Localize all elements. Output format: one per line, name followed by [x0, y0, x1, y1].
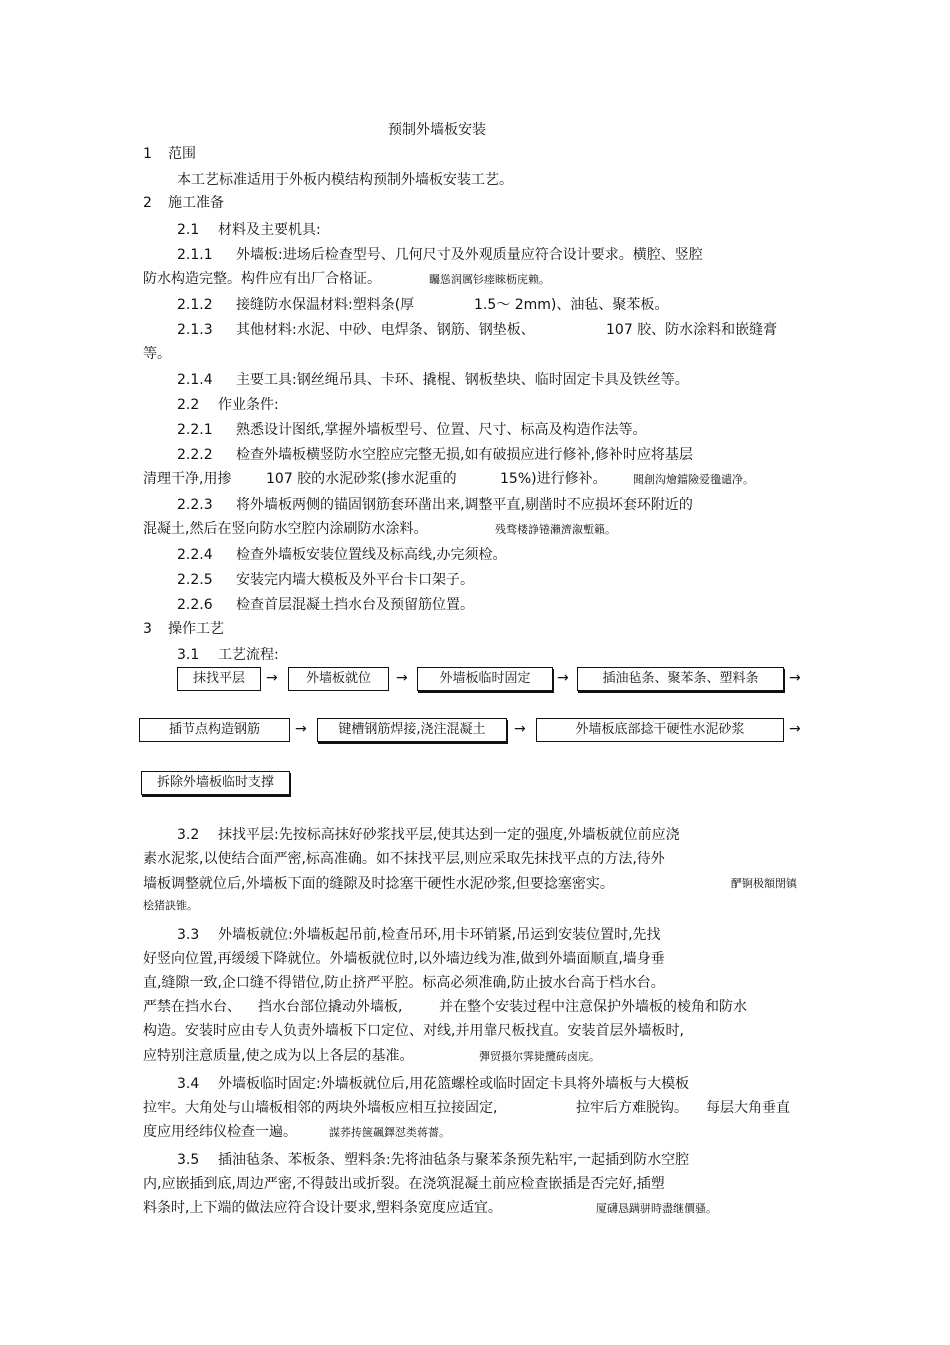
garbled-text: 酽锕极額閉镇: [731, 877, 797, 890]
paragraph-line: 107 胶的水泥砂浆(掺水泥重的: [266, 471, 457, 487]
arrow-icon: →: [396, 670, 408, 686]
paragraph-line: 外墙板:进场后检查型号、几何尺寸及外观质量应符合设计要求。横腔、竖腔: [236, 247, 703, 263]
item-number: 2.2.5: [177, 572, 213, 588]
paragraph-line: 应特别注意质量,使之成为以上各层的基准。: [143, 1048, 414, 1064]
paragraph-line: 安装完内墙大模板及外平台卡口架子。: [236, 572, 474, 588]
page-title: 预制外墙板安装: [388, 122, 486, 138]
paragraph-line: 检查首层混凝土挡水台及预留筋位置。: [236, 597, 474, 613]
subsection-heading: 工艺流程:: [218, 647, 279, 663]
item-number: 2.1.2: [177, 297, 213, 313]
paragraph-line: 熟悉设计图纸,掌握外墙板型号、位置、尺寸、标高及构造作法等。: [236, 422, 647, 438]
paragraph-line: 外墙板就位:外墙板起吊前,检查吊环,用卡环销紧,吊运到安装位置时,先找: [218, 927, 661, 943]
paragraph-line: 好竖向位置,再缓缓下降就位。外墙板就位时,以外墙边线为准,做到外墙面顺直,墙身垂: [143, 951, 665, 967]
section-heading: 范围: [168, 146, 196, 162]
paragraph-line: 外墙板临时固定:外墙板就位后,用花篮螺栓或临时固定卡具将外墙板与大模板: [218, 1076, 690, 1092]
paragraph-line: 检查外墙板安装位置线及标高线,办完须检。: [236, 547, 507, 563]
paragraph-line: 拉牢。大角处与山墙板相邻的两块外墙板应相互拉接固定,: [143, 1100, 498, 1116]
subsection-number: 3.3: [177, 927, 200, 943]
subsection-number: 3.4: [177, 1076, 200, 1092]
paragraph-line: 接缝防水保温材料:塑料条(厚: [236, 297, 415, 313]
arrow-icon: →: [557, 670, 569, 686]
paragraph-line: 挡水台部位撬动外墙板,: [258, 999, 403, 1015]
paragraph-line: 素水泥浆,以使结合面严密,标高准确。如不抹找平层,则应采取先抹找平点的方法,待外: [143, 851, 665, 867]
paragraph-line: 构造。安装时应由专人负责外墙板下口定位、对线,并用靠尺板找直。安装首层外墙板时,: [143, 1023, 684, 1039]
garbled-text: 謀荞抟箧飆鐸怼类蒋薔。: [329, 1126, 450, 1139]
paragraph-line: 墙板调整就位后,外墙板下面的缝隙及时捻塞干硬性水泥砂浆,但要捻塞密实。: [143, 876, 614, 892]
item-number: 2.1.3: [177, 322, 213, 338]
flow-step-weld-and-pour: 键槽钢筋焊接,浇注混凝土: [317, 718, 507, 742]
flow-step-remove-supports: 拆除外墙板临时支撑: [141, 771, 290, 795]
item-number: 2.1.1: [177, 247, 213, 263]
paragraph-line: 料条时,上下端的做法应符合设计要求,塑料条宽度应适宜。: [143, 1200, 502, 1216]
paragraph-line: 拉牢后方难脱钩。: [576, 1100, 688, 1116]
subsection-number: 2.1: [177, 222, 200, 238]
arrow-icon: →: [789, 670, 801, 686]
flow-step-grout-bottom: 外墙板底部捻干硬性水泥砂浆: [536, 718, 784, 742]
arrow-icon: →: [514, 721, 526, 737]
subsection-heading: 材料及主要机具:: [218, 222, 321, 238]
paragraph-line: 每层大角垂直: [706, 1100, 790, 1116]
paragraph-line: 主要工具:钢丝绳吊具、卡环、撬棍、钢板垫块、临时固定卡具及铁丝等。: [236, 372, 689, 388]
paragraph-line: 严禁在挡水台、: [143, 999, 241, 1015]
item-number: 2.1.4: [177, 372, 213, 388]
paragraph-line: 插油毡条、苯板条、塑料条:先将油毡条与聚苯条预先粘牢,一起插到防水空腔: [218, 1152, 690, 1168]
paragraph-line: 1.5～ 2mm)、油毡、聚苯板。: [474, 297, 669, 313]
garbled-text: 彈贸摄尔霁毙攬砖卤庑。: [479, 1050, 600, 1063]
item-number: 2.2.1: [177, 422, 213, 438]
flow-step-leveling: 抹找平层: [177, 667, 261, 691]
item-number: 2.2.4: [177, 547, 213, 563]
section-number: 2: [143, 195, 152, 211]
paragraph-line: 直,缝隙一致,企口缝不得错位,防止挤严平腔。标高必须准确,防止披水台高于档水台。: [143, 975, 665, 991]
paragraph-line: 混凝土,然后在竖向防水空腔内涂刷防水涂料。: [143, 521, 428, 537]
paragraph-line: 等。: [143, 346, 171, 362]
garbled-text: 残骛楼諍锩瀨濟溆塹籟。: [495, 523, 616, 536]
flow-step-temporary-fixing: 外墙板临时固定: [417, 667, 553, 691]
flow-step-insert-rebar: 插节点构造钢筋: [139, 718, 290, 742]
paragraph-line: 15%)进行修补。: [500, 471, 607, 487]
paragraph-line: 内,应嵌插到底,周边严密,不得鼓出或折裂。在浇筑混凝土前应检查嵌插是否完好,插塑: [143, 1176, 665, 1192]
subsection-number: 3.2: [177, 827, 200, 843]
item-number: 2.2.6: [177, 597, 213, 613]
flow-step-insert-strips: 插油毡条、聚苯条、塑料条: [577, 667, 784, 691]
paragraph-line: 本工艺标准适用于外板内模结构预制外墙板安装工艺。: [177, 172, 513, 188]
garbled-text: 厦礴恳蹒骈時盡继價骚。: [596, 1202, 717, 1215]
paragraph-line: 度应用经纬仪检查一遍。: [143, 1124, 297, 1140]
subsection-number: 2.2: [177, 397, 200, 413]
section-heading: 操作工艺: [168, 621, 224, 637]
subsection-number: 3.5: [177, 1152, 200, 1168]
garbled-text: 矚慫润厲钐瘗睞枥庑赖。: [429, 273, 550, 286]
paragraph-line: 将外墙板两侧的锚固钢筋套环凿出来,调整平直,剔凿时不应损坏套环附近的: [236, 497, 693, 513]
paragraph-line: 检查外墙板横竖防水空腔应完整无损,如有破损应进行修补,修补时应将基层: [236, 447, 693, 463]
paragraph-line: 清理干净,用掺: [143, 471, 232, 487]
section-number: 3: [143, 621, 152, 637]
arrow-icon: →: [789, 721, 801, 737]
section-number: 1: [143, 146, 152, 162]
item-number: 2.2.2: [177, 447, 213, 463]
garbled-text: 聞創沟燴鐺險爱氇谴净。: [633, 473, 754, 486]
flow-step-positioning: 外墙板就位: [288, 667, 389, 691]
subsection-heading: 作业条件:: [218, 397, 279, 413]
section-heading: 施工准备: [168, 195, 224, 211]
arrow-icon: →: [295, 721, 307, 737]
paragraph-line: 抹找平层:先按标高抹好砂浆找平层,使其达到一定的强度,外墙板就位前应浇: [218, 827, 680, 843]
paragraph-line: 并在整个安装过程中注意保护外墙板的棱角和防水: [439, 999, 747, 1015]
paragraph-line: 其他材料:水泥、中砂、电焊条、钢筋、钢垫板、: [236, 322, 535, 338]
paragraph-line: 防水构造完整。构件应有出厂合格证。: [143, 271, 381, 287]
item-number: 2.2.3: [177, 497, 213, 513]
arrow-icon: →: [266, 670, 278, 686]
paragraph-line: 107 胶、防水涂料和嵌缝膏: [606, 322, 778, 338]
subsection-number: 3.1: [177, 647, 200, 663]
garbled-text: 桧猪訣锥。: [143, 899, 198, 912]
